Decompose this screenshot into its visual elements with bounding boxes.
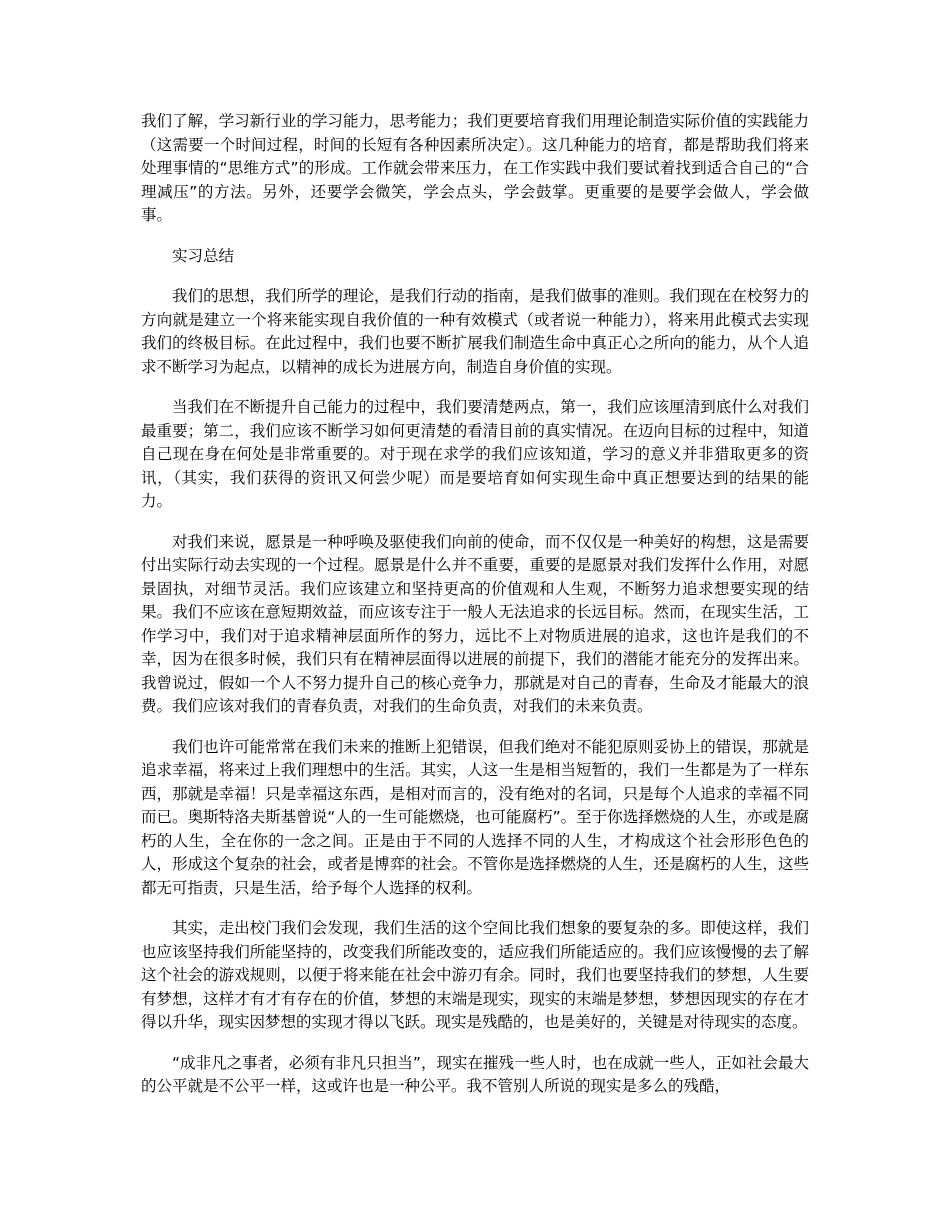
paragraph-1: 我们的思想，我们所学的理论，是我们行动的指南，是我们做事的准则。我们现在在校努力的方向就是建立一个将来能实现自我价值的一种有效模式（或者说一种能力），将来用此模式去实现我们的终极目标。在此过程中，我们也要不断扩展我们制造生命中真正心之所向的能力，从个人追求不断学习为起点，以精神的成长为进展方向，制造自身价值的实现。 [141,287,809,376]
document-page [141,110,809,1116]
paragraph-3: 对我们来说，愿景是一种呼唤及驱使我们向前的使命，而不仅仅是一种美好的构想，这是需要付出实际行动去实现的一个过程。愿景是什么并不重要，重要的是愿景对我们发挥什么作用，对愿景固执，对细节灵活。我们应该建立和坚持更高的价值观和人生观，不断努力追求想要实现的结果。我们不应该在意短期效益，而应该专注于一般人无法追求的长远目标。然而，在现实生活，工作学习中，我们对于追求精神层面所作的努力，远比不上对物质进展的追求，这也许是我们的不幸，因为在很多时候，我们只有在精神层面得以进展的前提下，我们的潜能才能充分的发挥出来。我曾说过，假如一个人不努力提升自己的核心竞争力，那就是对自己的青春，生命及才能最大的浪费。我们应该对我们的青春负责，对我们的生命负责，对我们的未来负责。 [141,532,809,715]
paragraph-4: 我们也许可能常常在我们未来的推断上犯错误，但我们绝对不能犯原则妥协上的错误，那就是追求幸福，将来过上我们理想中的生活。其实，人这一生是相当短暂的，我们一生都是为了一样东西，那就是幸福！只是幸福这东西，是相对而言的，没有绝对的名词，只是每个人追求的幸福不同而已。奥斯特洛夫斯基曾说“人的一生可能燃烧，也可能腐朽”。至于你选择燃烧的人生，亦或是腐朽的人生，全在你的一念之间。正是由于不同的人选择不同的人生，才构成这个社会形形色色的人，形成这个复杂的社会，或者是博弈的社会。不管你是选择燃烧的人生，还是腐朽的人生，这些都无可指责，只是生活，给予每个人选择的权利。 [141,737,809,897]
paragraph-2: 当我们在不断提升自己能力的过程中，我们要清楚两点，第一，我们应该厘清到底什么对我们最重要；第二，我们应该不断学习如何更清楚的看清目前的真实情况。在迈向目标的过程中，知道自己现在身在何处是非常重要的。对于现在求学的我们应该知道，学习的意义并非猎取更多的资讯，（其实，我们获得的资讯又何尝少呢）而是要培育如何实现生命中真正想要达到的结果的能力。 [141,398,809,510]
paragraph-intro: 我们了解，学习新行业的学习能力，思考能力；我们更要培育我们用理论制造实际价值的实践能力（这需要一个时间过程，时间的长短有各种因素所决定）。这几种能力的培育，都是帮助我们将来处理事情的“思维方式”的形成。工作就会带来压力，在工作实践中我们要试着找到适合自己的“合理减压”的方法。另外，还要学会微笑，学会点头，学会鼓掌。更重要的是要学会做人，学会做事。 [141,112,809,224]
paragraph-6: “成非凡之事者，必须有非凡只担当”，现实在摧残一些人时，也在成就一些人，正如社会最大的公平就是不公平一样，这或许也是一种公平。我不管别人所说的现实是多么的残酷， [141,1053,809,1095]
paragraph-5: 其实，走出校门我们会发现，我们生活的这个空间比我们想象的要复杂的多。即使这样，我们也应该坚持我们所能坚持的，改变我们所能改变的，适应我们所能适应的。我们应该慢慢的去了解这个社会的游戏规则，以便于将来能在社会中游刃有余。同时，我们也要坚持我们的梦想，人生要有梦想，这样才有才有存在的价值，梦想的末端是现实，现实的末端是梦想，梦想因现实的存在才得以升华，现实因梦想的实现才得以飞跃。现实是残酷的，也是美好的，关键是对待现实的态度。 [141,919,809,1031]
section-heading-internship-summary: 实习总结 [172,246,235,265]
